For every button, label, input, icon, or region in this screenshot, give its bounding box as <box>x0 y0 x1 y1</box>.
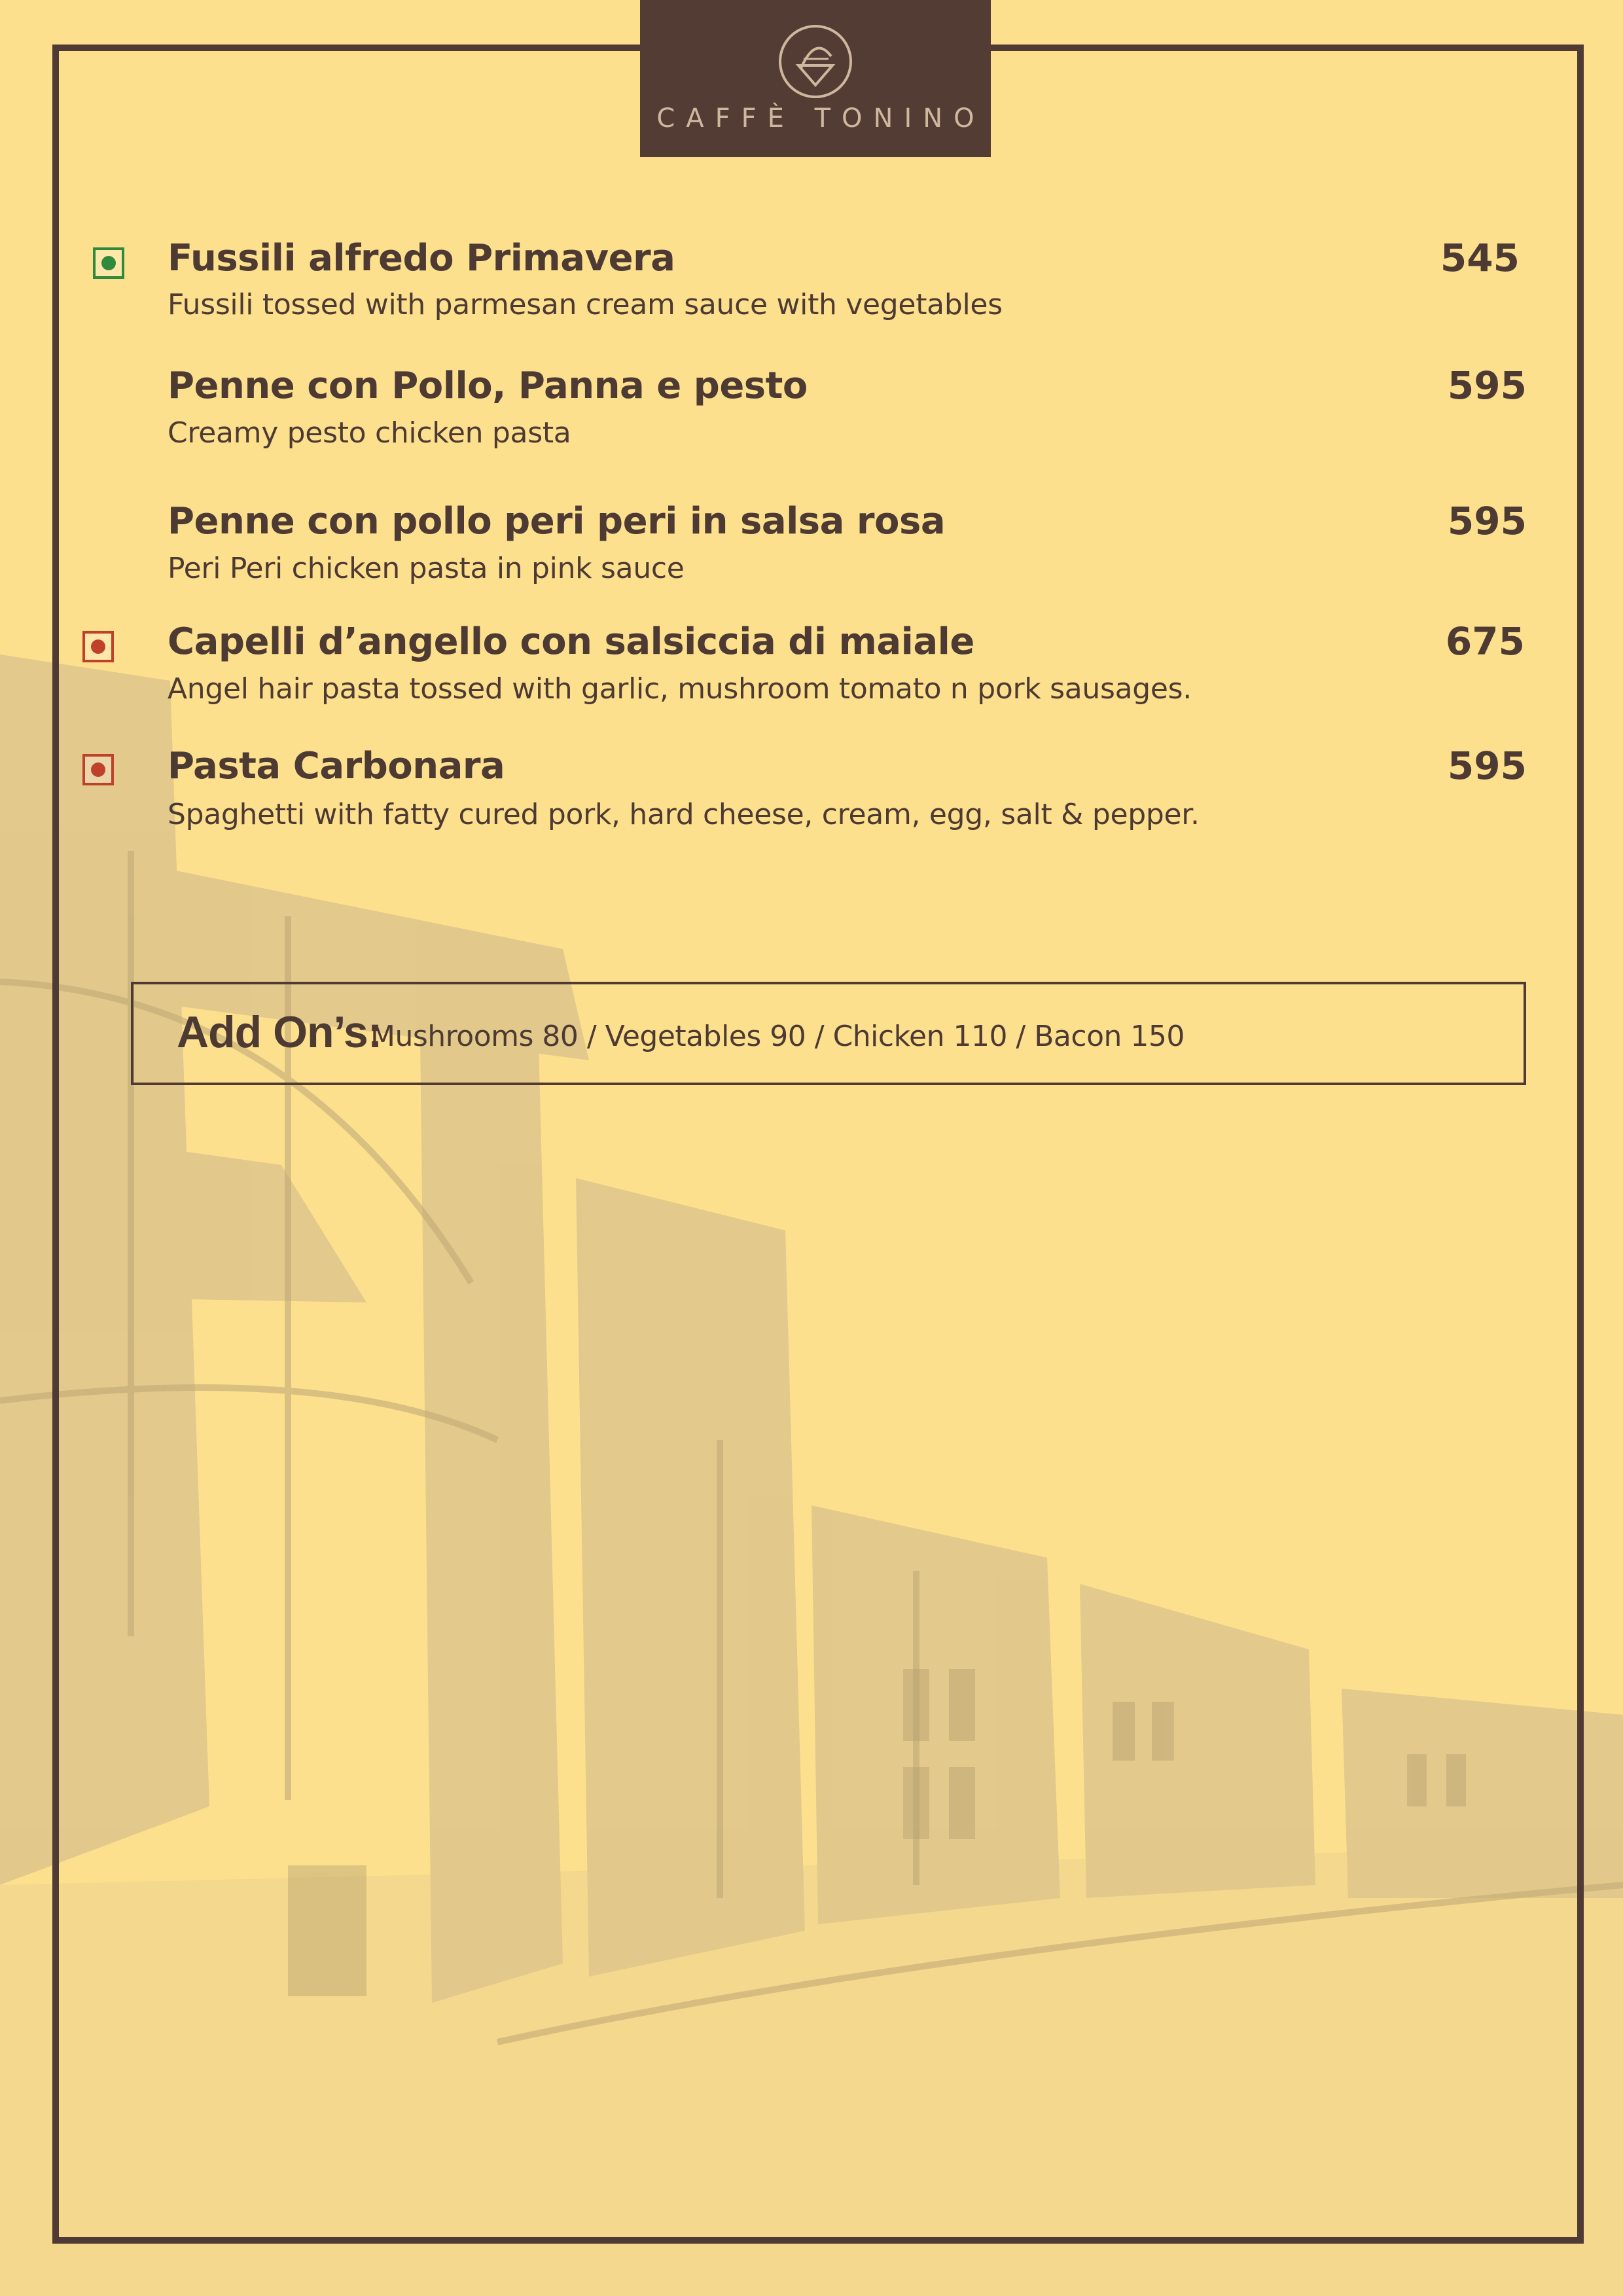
item-description: Creamy pesto chicken pasta <box>168 416 571 450</box>
item-price: 675 <box>1445 619 1525 664</box>
logo-header <box>640 0 991 157</box>
addons-title: Add On’s: <box>177 1007 382 1057</box>
item-description: Fussili tossed with parmesan cream sauce with vegetables <box>168 288 1003 321</box>
addons-box <box>131 982 1526 1085</box>
brand-name: CAFFÈ TONINO <box>656 103 986 134</box>
item-name: Penne con Pollo, Panna e pesto <box>168 365 808 407</box>
item-price: 595 <box>1447 363 1527 408</box>
addons-list: Mushrooms 80 / Vegetables 90 / Chicken 110 / Bacon 150 <box>370 1020 1185 1053</box>
item-name: Penne con pollo peri peri in salsa rosa <box>168 500 946 543</box>
item-name: Capelli d’angello con salsiccia di maiale <box>168 620 974 663</box>
item-description: Angel hair pasta tossed with garlic, mushroom tomato n pork sausages. <box>168 672 1192 706</box>
item-name: Fussili alfredo Primavera <box>168 237 675 279</box>
item-price: 545 <box>1440 236 1520 280</box>
item-description: Peri Peri chicken pasta in pink sauce <box>168 552 685 585</box>
nonveg-indicator-icon <box>82 631 114 662</box>
item-price: 595 <box>1447 744 1527 788</box>
veg-indicator-icon <box>93 247 124 279</box>
item-price: 595 <box>1447 499 1527 543</box>
cafe-logo-icon <box>776 22 855 101</box>
nonveg-indicator-icon <box>82 754 114 785</box>
item-name: Pasta Carbonara <box>168 745 505 787</box>
item-description: Spaghetti with fatty cured pork, hard cheese, cream, egg, salt & pepper. <box>168 798 1200 831</box>
